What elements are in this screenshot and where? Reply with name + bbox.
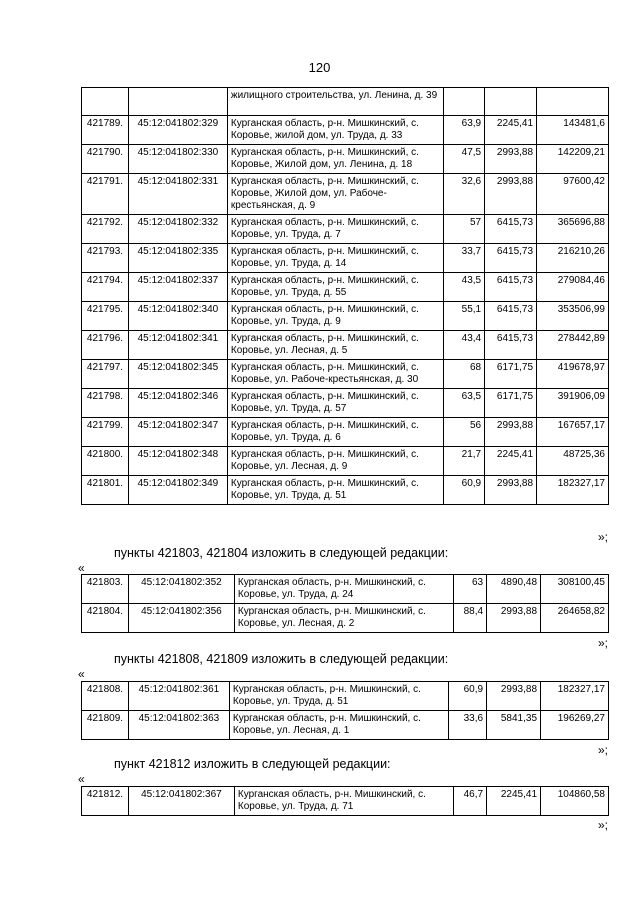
address-cell: Курганская область, р-н. Мишкинский, с. Коровье, ул. Труда, д. 51 bbox=[229, 682, 448, 711]
area-cell: 68 bbox=[444, 360, 485, 389]
area-cell: 32,6 bbox=[444, 174, 485, 215]
total-value-cell: 167657,17 bbox=[537, 418, 609, 447]
address-cell: Курганская область, р-н. Мишкинский, с. Коровье, Жилой дом, ул. Рабоче-крестьянская, д. 9 bbox=[227, 174, 443, 215]
unit-price-cell: 2993,88 bbox=[485, 476, 537, 505]
area-cell: 46,7 bbox=[454, 787, 487, 816]
table-row bbox=[82, 116, 609, 145]
area-cell: 57 bbox=[444, 215, 485, 244]
row-number-cell: 421801. bbox=[82, 476, 129, 505]
total-value-cell: 279084,46 bbox=[537, 273, 609, 302]
table-row bbox=[82, 244, 609, 273]
address-cell: Курганская область, р-н. Мишкинский, с. Коровье, ул. Лесная, д. 2 bbox=[234, 604, 453, 633]
unit-price-cell: 6415,73 bbox=[485, 273, 537, 302]
table-row bbox=[82, 331, 609, 360]
row-number-cell: 421800. bbox=[82, 447, 129, 476]
address-cell: Курганская область, р-н. Мишкинский, с. Коровье, ул. Труда, д. 9 bbox=[227, 302, 443, 331]
row-number-cell: 421804. bbox=[82, 604, 129, 633]
section-heading: пункт 421812 изложить в следующей редакции: bbox=[114, 757, 391, 771]
area-cell: 33,7 bbox=[444, 244, 485, 273]
cadastral-number-cell: 45:12:041802:345 bbox=[128, 360, 227, 389]
address-cell: Курганская область, р-н. Мишкинский, с. Коровье, ул. Труда, д. 6 bbox=[227, 418, 443, 447]
table-row bbox=[82, 476, 609, 505]
area-cell: 60,9 bbox=[444, 476, 485, 505]
closing-quote: »; bbox=[597, 743, 608, 757]
cadastral-number-cell: 45:12:041802:337 bbox=[128, 273, 227, 302]
row-number-cell: 421798. bbox=[82, 389, 129, 418]
opening-quote: « bbox=[78, 772, 85, 786]
cadastral-number-cell: 45:12:041802:349 bbox=[128, 476, 227, 505]
row-number-cell: 421809. bbox=[82, 711, 129, 740]
row-number-cell: 421796. bbox=[82, 331, 129, 360]
address-cell: Курганская область, р-н. Мишкинский, с. Коровье, ул. Труда, д. 7 bbox=[227, 215, 443, 244]
area-cell: 63 bbox=[454, 575, 487, 604]
table-row bbox=[82, 389, 609, 418]
cadastral-number-cell: 45:12:041802:329 bbox=[128, 116, 227, 145]
row-number-cell bbox=[82, 88, 129, 116]
address-cell: Курганская область, р-н. Мишкинский, с. Коровье, ул. Лесная, д. 1 bbox=[229, 711, 448, 740]
total-value-cell: 278442,89 bbox=[537, 331, 609, 360]
total-value-cell: 48725,36 bbox=[537, 447, 609, 476]
table-row bbox=[82, 215, 609, 244]
row-number-cell: 421803. bbox=[82, 575, 129, 604]
cadastral-number-cell: 45:12:041802:332 bbox=[128, 215, 227, 244]
table-row bbox=[82, 273, 609, 302]
row-number-cell: 421792. bbox=[82, 215, 129, 244]
row-number-cell: 421789. bbox=[82, 116, 129, 145]
total-value-cell: 264658,82 bbox=[541, 604, 609, 633]
cadastral-number-cell: 45:12:041802:356 bbox=[128, 604, 234, 633]
total-value-cell: 353506,99 bbox=[537, 302, 609, 331]
total-value-cell: 97600,42 bbox=[537, 174, 609, 215]
closing-quote: »; bbox=[597, 636, 608, 650]
cadastral-number-cell: 45:12:041802:347 bbox=[128, 418, 227, 447]
address-cell: Курганская область, р-н. Мишкинский, с. Коровье, ул. Труда, д. 51 bbox=[227, 476, 443, 505]
row-number-cell: 421795. bbox=[82, 302, 129, 331]
cadastral-number-cell: 45:12:041802:352 bbox=[128, 575, 234, 604]
cadastral-number-cell: 45:12:041802:341 bbox=[128, 331, 227, 360]
cadastral-number-cell: 45:12:041802:361 bbox=[128, 682, 229, 711]
table-row bbox=[82, 360, 609, 389]
cadastral-number-cell: 45:12:041802:331 bbox=[128, 174, 227, 215]
total-value-cell: 419678,97 bbox=[537, 360, 609, 389]
area-cell bbox=[444, 88, 485, 116]
unit-price-cell: 6415,73 bbox=[485, 215, 537, 244]
section-heading: пункты 421808, 421809 изложить в следующей редакции: bbox=[114, 652, 449, 666]
address-cell: Курганская область, р-н. Мишкинский, с. Коровье, ул. Труда, д. 55 bbox=[227, 273, 443, 302]
row-number-cell: 421808. bbox=[82, 682, 129, 711]
row-number-cell: 421797. bbox=[82, 360, 129, 389]
closing-quote: »; bbox=[597, 818, 608, 832]
area-cell: 55,1 bbox=[444, 302, 485, 331]
area-cell: 21,7 bbox=[444, 447, 485, 476]
total-value-cell bbox=[537, 88, 609, 116]
row-number-cell: 421790. bbox=[82, 145, 129, 174]
row-number-cell: 421799. bbox=[82, 418, 129, 447]
unit-price-cell: 2993,88 bbox=[487, 682, 541, 711]
area-cell: 47,5 bbox=[444, 145, 485, 174]
address-cell: Курганская область, р-н. Мишкинский, с. Коровье, Жилой дом, ул. Ленина, д. 18 bbox=[227, 145, 443, 174]
cadastral-number-cell: 45:12:041802:340 bbox=[128, 302, 227, 331]
area-cell: 63,9 bbox=[444, 116, 485, 145]
property-table bbox=[81, 786, 609, 816]
unit-price-cell: 2993,88 bbox=[485, 174, 537, 215]
unit-price-cell: 2245,41 bbox=[485, 447, 537, 476]
unit-price-cell: 6415,73 bbox=[485, 244, 537, 273]
cadastral-number-cell: 45:12:041802:348 bbox=[128, 447, 227, 476]
cadastral-number-cell: 45:12:041802:346 bbox=[128, 389, 227, 418]
unit-price-cell: 4890,48 bbox=[487, 575, 541, 604]
table-row bbox=[82, 418, 609, 447]
total-value-cell: 365696,88 bbox=[537, 215, 609, 244]
row-number-cell: 421812. bbox=[82, 787, 129, 816]
total-value-cell: 216210,26 bbox=[537, 244, 609, 273]
row-number-cell: 421794. bbox=[82, 273, 129, 302]
table-row bbox=[82, 604, 609, 633]
area-cell: 60,9 bbox=[449, 682, 487, 711]
opening-quote: « bbox=[78, 561, 85, 575]
total-value-cell: 391906,09 bbox=[537, 389, 609, 418]
area-cell: 43,4 bbox=[444, 331, 485, 360]
total-value-cell: 104860,58 bbox=[541, 787, 609, 816]
unit-price-cell: 2993,88 bbox=[485, 418, 537, 447]
address-cell: Курганская область, р-н. Мишкинский, с. Коровье, ул. Лесная, д. 5 bbox=[227, 331, 443, 360]
unit-price-cell: 6171,75 bbox=[485, 389, 537, 418]
unit-price-cell: 5841,35 bbox=[487, 711, 541, 740]
table-row bbox=[82, 447, 609, 476]
total-value-cell: 182327,17 bbox=[537, 476, 609, 505]
unit-price-cell: 2993,88 bbox=[487, 604, 541, 633]
cadastral-number-cell: 45:12:041802:363 bbox=[128, 711, 229, 740]
address-cell: Курганская область, р-н. Мишкинский, с. Коровье, жилой дом, ул. Труда, д. 33 bbox=[227, 116, 443, 145]
row-number-cell: 421791. bbox=[82, 174, 129, 215]
total-value-cell: 182327,17 bbox=[541, 682, 609, 711]
table-row bbox=[82, 145, 609, 174]
unit-price-cell: 2245,41 bbox=[487, 787, 541, 816]
property-table bbox=[81, 87, 609, 505]
unit-price-cell: 6171,75 bbox=[485, 360, 537, 389]
table-row bbox=[82, 711, 609, 740]
table-row bbox=[82, 302, 609, 331]
unit-price-cell bbox=[485, 88, 537, 116]
cadastral-number-cell: 45:12:041802:367 bbox=[128, 787, 234, 816]
address-cell: Курганская область, р-н. Мишкинский, с. Коровье, ул. Труда, д. 24 bbox=[234, 575, 453, 604]
table-row bbox=[82, 682, 609, 711]
cadastral-number-cell: 45:12:041802:335 bbox=[128, 244, 227, 273]
address-cell: Курганская область, р-н. Мишкинский, с. Коровье, ул. Труда, д. 57 bbox=[227, 389, 443, 418]
property-table bbox=[81, 574, 609, 633]
total-value-cell: 143481,6 bbox=[537, 116, 609, 145]
total-value-cell: 196269,27 bbox=[541, 711, 609, 740]
address-cell: Курганская область, р-н. Мишкинский, с. Коровье, ул. Труда, д. 71 bbox=[234, 787, 453, 816]
address-cell: жилищного строительства, ул. Ленина, д. 39 bbox=[227, 88, 443, 116]
property-table bbox=[81, 681, 609, 740]
area-cell: 43,5 bbox=[444, 273, 485, 302]
closing-quote: »; bbox=[597, 530, 608, 544]
address-cell: Курганская область, р-н. Мишкинский, с. Коровье, ул. Лесная, д. 9 bbox=[227, 447, 443, 476]
table-row bbox=[82, 787, 609, 816]
unit-price-cell: 2993,88 bbox=[485, 145, 537, 174]
area-cell: 88,4 bbox=[454, 604, 487, 633]
cadastral-number-cell bbox=[128, 88, 227, 116]
opening-quote: « bbox=[78, 667, 85, 681]
area-cell: 63,5 bbox=[444, 389, 485, 418]
area-cell: 33,6 bbox=[449, 711, 487, 740]
row-number-cell: 421793. bbox=[82, 244, 129, 273]
address-cell: Курганская область, р-н. Мишкинский, с. Коровье, ул. Труда, д. 14 bbox=[227, 244, 443, 273]
table-row bbox=[82, 575, 609, 604]
page-number: 120 bbox=[308, 60, 331, 75]
area-cell: 56 bbox=[444, 418, 485, 447]
table-row bbox=[82, 174, 609, 215]
total-value-cell: 308100,45 bbox=[541, 575, 609, 604]
address-cell: Курганская область, р-н. Мишкинский, с. Коровье, ул. Рабоче-крестьянская, д. 30 bbox=[227, 360, 443, 389]
total-value-cell: 142209,21 bbox=[537, 145, 609, 174]
cadastral-number-cell: 45:12:041802:330 bbox=[128, 145, 227, 174]
table-row bbox=[82, 88, 609, 116]
section-heading: пункты 421803, 421804 изложить в следующей редакции: bbox=[114, 546, 449, 560]
unit-price-cell: 6415,73 bbox=[485, 331, 537, 360]
unit-price-cell: 6415,73 bbox=[485, 302, 537, 331]
unit-price-cell: 2245,41 bbox=[485, 116, 537, 145]
